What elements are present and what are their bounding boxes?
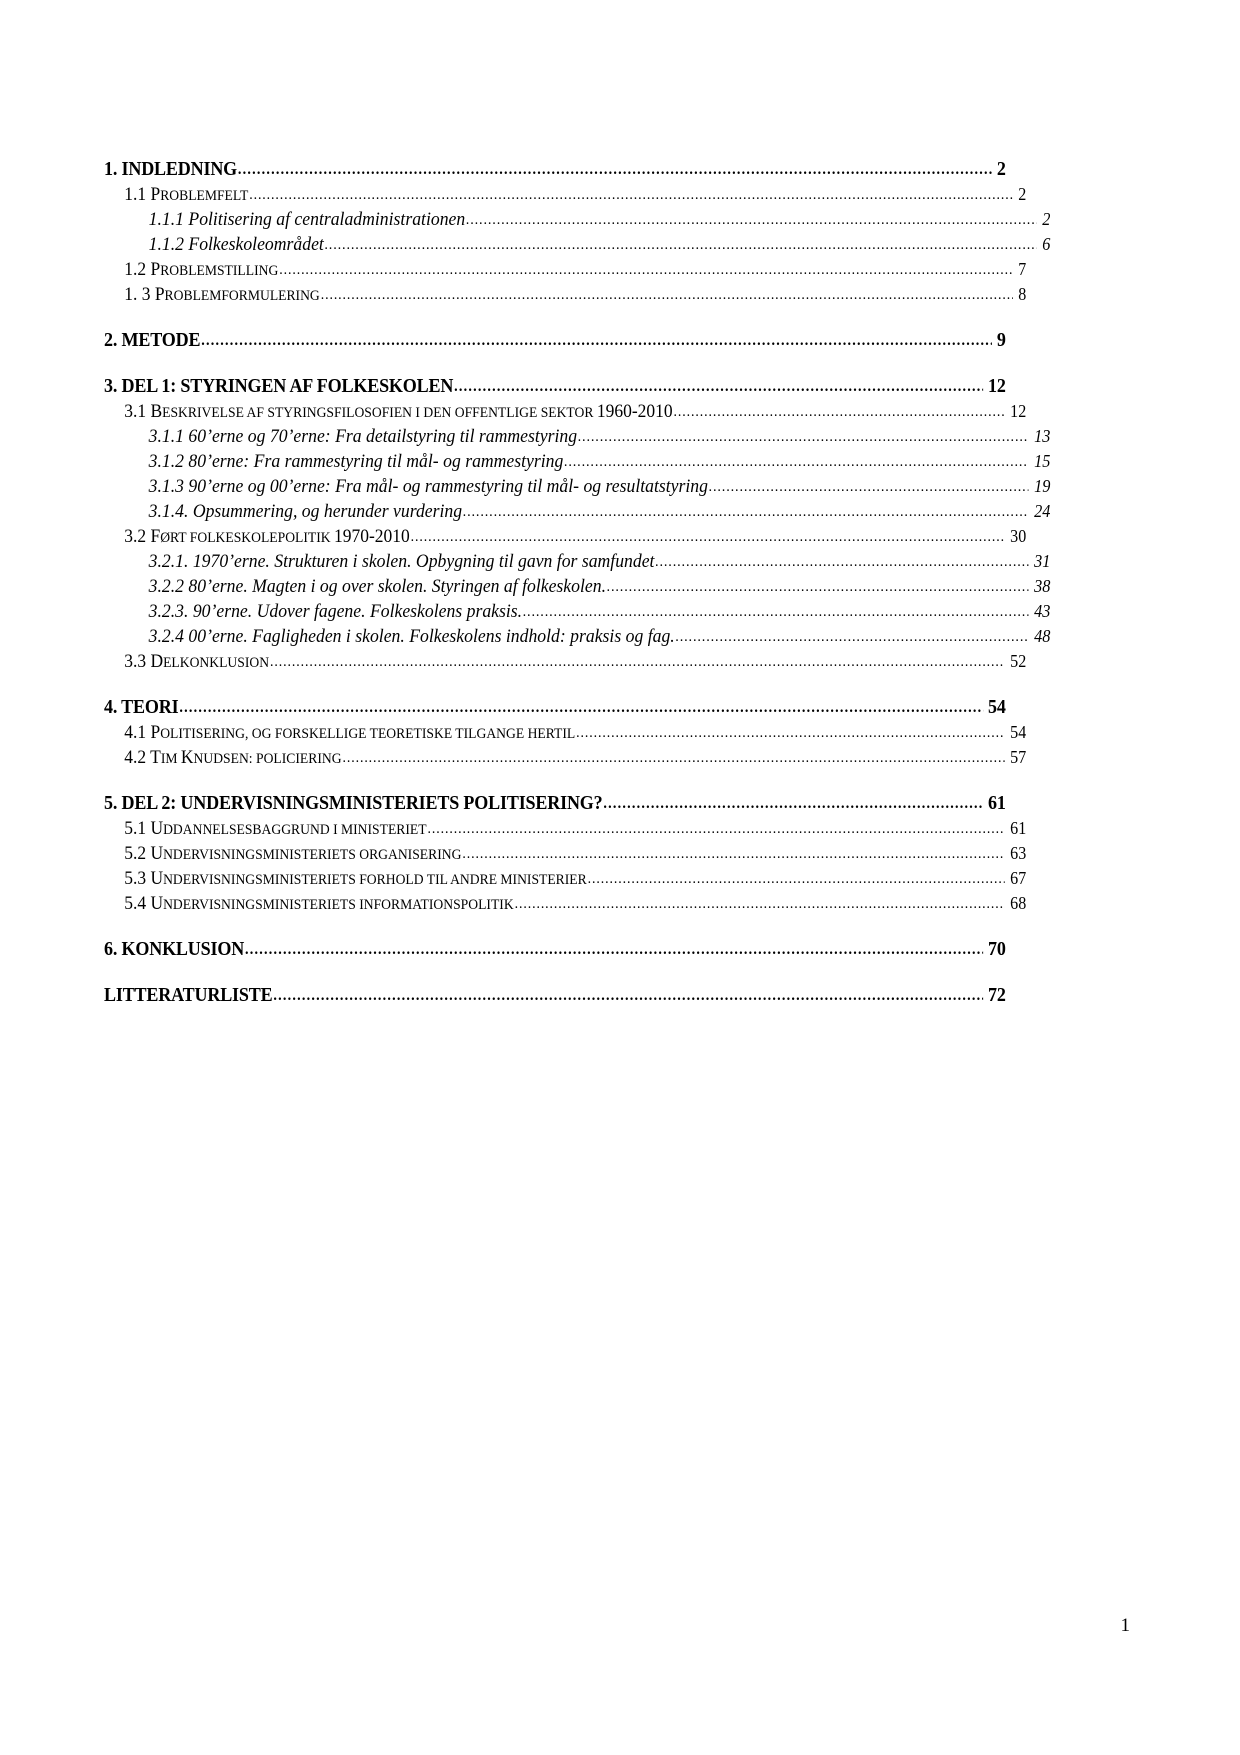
dot-leader [454,375,983,397]
toc-entry-title [124,843,461,865]
toc-entry-title: 3.2.2 80’erne. Magten i og over skolen. Styringen af folkeskolen. [148,576,606,597]
toc-entry-level-3[interactable] [104,476,1050,498]
dot-leader [676,626,1029,647]
toc-entry-page-number: 12 [1010,401,1027,421]
toc-entry-page-number: 15 [1034,451,1051,471]
toc-entry-level-2[interactable] [104,818,1026,840]
table-of-contents [104,158,1051,1007]
dot-leader [325,234,1037,255]
toc-entry-level-1[interactable] [104,792,1006,815]
toc-entry-level-2[interactable] [104,284,1026,306]
toc-entry-title: 3.1.4. Opsummering, og herunder vurdering [148,501,463,522]
toc-entry-title [124,526,410,548]
toc-entry-page-number: 8 [1018,284,1027,304]
toc-entry-page-number: 24 [1034,501,1051,521]
toc-entry-level-1[interactable] [104,329,1006,352]
dot-leader [201,329,991,351]
toc-entry-level-1[interactable] [104,984,1006,1007]
dot-leader [515,893,1005,914]
dot-leader [463,501,1029,522]
toc-entry-level-3[interactable] [104,426,1050,448]
toc-entry-title: LITTERATURLISTE [104,984,273,1006]
toc-entry-title: 5. DEL 2: UNDERVISNINGSMINISTERIETS POLITISERING? [104,792,603,814]
toc-entry-title: 4. TEORI [104,696,179,718]
toc-title-smallcaps: ROBLEMFELT [160,188,249,204]
dot-leader [466,209,1037,230]
dot-leader [245,938,983,960]
toc-entry-page-number: 2 [1042,209,1051,229]
toc-entry-level-2[interactable] [104,259,1026,281]
dot-leader [342,747,1004,768]
toc-title-smallcaps: ROBLEMFORMULERING [164,288,320,304]
toc-entry-title [124,722,575,744]
dot-leader [674,401,1005,422]
toc-entry-page-number: 43 [1034,601,1051,621]
toc-entry-level-3[interactable] [104,601,1050,623]
toc-title-tail: 1960-2010 [596,401,673,422]
dot-leader [603,792,982,814]
dot-leader [523,601,1029,622]
toc-title-lead: 3.2 F [124,526,161,547]
toc-entry-title: 3.2.3. 90’erne. Udover fagene. Folkeskolens praksis. [148,601,523,622]
toc-entry-title [124,651,269,673]
toc-entry-title: 2. METODE [104,329,201,351]
toc-entry-page-number: 67 [1010,868,1027,888]
toc-title-lead: 5.4 U [124,893,164,914]
dot-leader [249,184,1012,205]
toc-entry-title: 1. INDLEDNING [104,158,238,180]
toc-entry-level-1[interactable] [104,696,1006,719]
toc-entry-title [124,893,513,915]
toc-title-smallcaps: NDERVISNINGSMINISTERIETS INFORMATIONSPOLITIK [163,897,514,913]
toc-title-smallcaps: ESKRIVELSE AF STYRINGSFILOSOFIEN I DEN OFFENTLIGE SEKTOR [162,405,597,421]
toc-entry-page-number: 54 [1010,722,1027,742]
toc-title-smallcaps: DDANNELSESBAGGRUND I MINISTERIET [163,822,427,838]
toc-entry-page-number: 7 [1018,259,1027,279]
toc-entry-page-number: 54 [988,696,1006,718]
toc-entry-level-1[interactable] [104,938,1006,961]
dot-leader [411,526,1005,547]
toc-entry-page-number: 19 [1034,476,1051,496]
dot-leader [179,696,982,718]
toc-title-smallcaps: IM [160,751,181,767]
toc-entry-title: 3.1.1 60’erne og 70’erne: Fra detailstyring til rammestyring [148,426,578,447]
toc-entry-level-2[interactable] [104,184,1026,206]
dot-leader [578,426,1029,447]
toc-title-lead: 5.1 U [124,818,164,839]
toc-entry-level-2[interactable] [104,843,1026,865]
toc-entry-level-3[interactable] [104,551,1050,573]
toc-title-lead: 3.3 D [124,651,164,672]
toc-entry-page-number: 61 [988,792,1006,814]
toc-entry-level-2[interactable] [104,722,1026,744]
toc-entry-page-number: 31 [1034,551,1051,571]
toc-entry-title [124,259,278,281]
toc-entry-title: 1.1.1 Politisering af centraladministrationen [148,209,466,230]
toc-title-lead2: K [180,747,194,768]
dot-leader [462,843,1004,864]
toc-title-tail: 1970-2010 [334,526,410,547]
dot-leader [279,259,1012,280]
toc-entry-title [124,818,426,840]
toc-entry-page-number: 13 [1034,426,1051,446]
toc-entry-title: 3.2.1. 1970’erne. Strukturen i skolen. Opbygning til gavn for samfundet [148,551,655,572]
toc-title-lead: 5.3 U [124,868,164,889]
toc-entry-title: 3.2.4 00’erne. Fagligheden i skolen. Folkeskolens indhold: praksis og fag. [148,626,675,647]
toc-entry-title: 3. DEL 1: STYRINGEN AF FOLKESKOLEN [104,375,454,397]
dot-leader [427,818,1004,839]
dot-leader [238,158,992,180]
toc-entry-level-1[interactable] [104,158,1006,181]
toc-entry-level-3[interactable] [104,626,1050,648]
toc-entry-page-number: 68 [1010,893,1027,913]
toc-entry-page-number: 2 [1018,184,1027,204]
toc-title-smallcaps: NDERVISNINGSMINISTERIETS FORHOLD TIL ANDRE MINISTERIER [163,872,587,888]
toc-title-lead: 4.1 P [124,722,161,743]
dot-leader [564,451,1028,472]
toc-entry-page-number: 30 [1010,526,1027,546]
toc-title-lead: 1. 3 P [124,284,165,305]
toc-entry-page-number: 63 [1010,843,1027,863]
toc-entry-page-number: 72 [988,984,1006,1006]
toc-entry-level-3[interactable] [104,234,1050,256]
dot-leader [321,284,1013,305]
toc-entry-page-number: 61 [1010,818,1027,838]
toc-title-lead: 1.1 P [124,184,161,205]
toc-entry-level-3[interactable] [104,451,1050,473]
toc-entry-level-2[interactable] [104,893,1026,915]
dot-leader [273,984,982,1006]
toc-title-lead: 3.1 B [124,401,163,422]
toc-title-smallcaps: ELKONKLUSION [163,655,270,671]
toc-entry-title: 3.1.3 90’erne og 00’erne: Fra mål- og rammestyring til mål- og resultatstyring [148,476,708,497]
toc-title-smallcaps: NDERVISNINGSMINISTERIETS ORGANISERING [163,847,462,863]
dot-leader [607,576,1029,597]
toc-entry-page-number: 52 [1010,651,1027,671]
dot-leader [576,722,1005,743]
toc-entry-page-number: 57 [1010,747,1027,767]
toc-entry-level-1[interactable] [104,375,1006,398]
toc-title-lead: 5.2 U [124,843,164,864]
toc-entry-title [124,284,320,306]
toc-entry-level-3[interactable] [104,209,1050,231]
toc-entry-title: 6. KONKLUSION [104,938,245,960]
toc-entry-title [124,401,672,423]
page-footer-number: 1 [1120,1615,1130,1636]
toc-entry-page-number: 2 [996,158,1006,180]
toc-entry-level-2[interactable] [104,868,1026,890]
dot-leader [655,551,1028,572]
toc-entry-level-2[interactable] [104,526,1026,548]
toc-entry-page-number: 38 [1034,576,1051,596]
toc-entry-page-number: 48 [1034,626,1051,646]
toc-entry-level-3[interactable] [104,501,1050,523]
toc-entry-level-3[interactable] [104,576,1050,598]
toc-entry-page-number: 12 [988,375,1006,397]
dot-leader [588,868,1005,889]
toc-title-lead: 4.2 T [124,747,161,768]
toc-entry-title [124,868,586,890]
toc-entry-title [124,184,248,206]
toc-entry-title: 3.1.2 80’erne: Fra rammestyring til mål- og rammestyring [148,451,564,472]
dot-leader [270,651,1005,672]
toc-title-smallcaps: OLITISERING, OG FORSKELLIGE TEORETISKE TILGANGE HERTIL [160,726,576,742]
toc-entry-page-number: 6 [1042,234,1051,254]
toc-entry-level-2[interactable] [104,747,1026,769]
toc-title-tail: NUDSEN: POLICIERING [193,751,342,767]
toc-title-lead: 1.2 P [124,259,161,280]
toc-entry-level-2[interactable] [104,401,1026,423]
dot-leader [709,476,1029,497]
toc-title-smallcaps: ØRT FOLKESKOLEPOLITIK [160,530,335,546]
toc-entry-level-2[interactable] [104,651,1026,673]
toc-entry-title: 1.1.2 Folkeskoleområdet [148,234,324,255]
toc-entry-page-number: 70 [988,938,1006,960]
toc-title-smallcaps: ROBLEMSTILLING [160,263,279,279]
toc-entry-title [124,747,341,769]
toc-entry-page-number: 9 [996,329,1006,351]
